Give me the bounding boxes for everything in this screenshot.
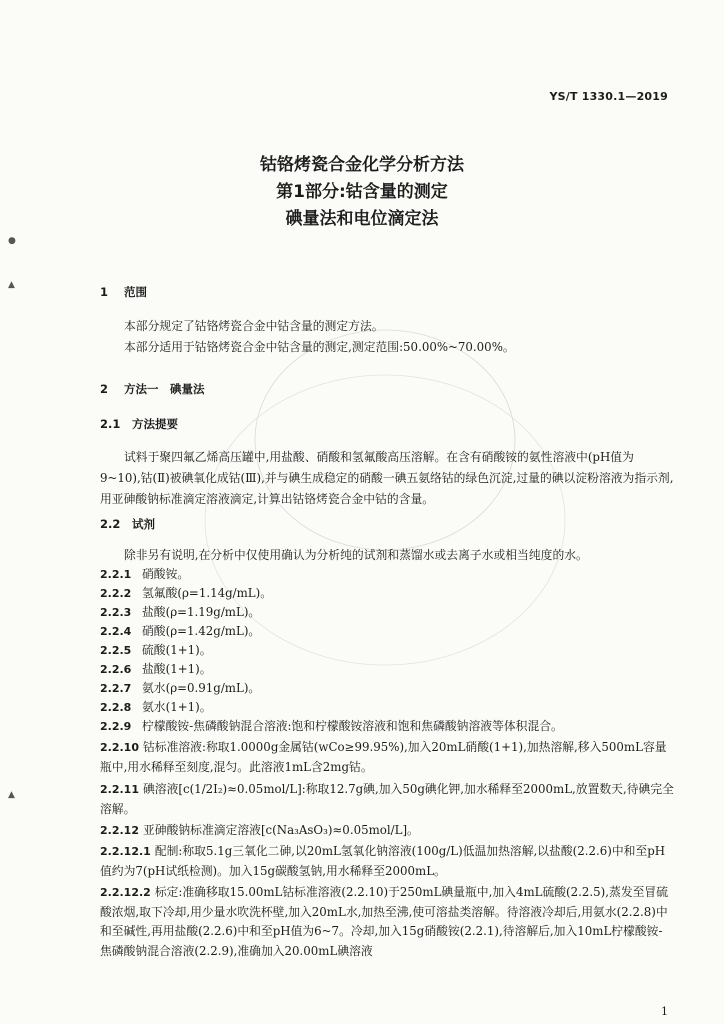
reagent-item: 2.2.12.1 配制:称取5.1g三氧化二砷,以20mL氢氧化钠溶液(100g/L)低温加热溶解,以盐酸(2.2.6)中和至pH值约为7(pH试纸检测)。加入15g碳酸氢钠,用水稀释至2000mL。 — [100, 844, 666, 878]
reagent-item: 2.2.5 硫酸(1+1)。 — [100, 643, 212, 657]
section-number: 2.1 — [100, 417, 121, 431]
reagent-item: 2.2.11 碘溶液[c(1/2I₂)≈0.05mol/L]:称取12.7g碘,加入50g碘化钾,加水稀释至2000mL,放置数天,待碘完全溶解。 — [100, 782, 674, 816]
section-title: 范围 — [124, 285, 147, 299]
reagent-item: 2.2.8 氨水(1+1)。 — [100, 700, 212, 714]
section-2-heading — [100, 381, 205, 397]
section-2-2-intro: 除非另有说明,在分析中仅使用确认为分析纯的试剂和蒸馏水或去离子水或相当纯度的水。 — [124, 548, 588, 562]
section-number: 2 — [100, 382, 109, 396]
reagent-item: 2.2.12 亚砷酸钠标准滴定溶液[c(Na₃AsO₃)≈0.05mol/L]。 — [100, 823, 419, 837]
reagent-item: 2.2.9 柠檬酸铵-焦磷酸钠混合溶液:饱和柠檬酸铵溶液和饱和焦磷酸钠溶液等体积混合。 — [100, 719, 563, 733]
doc-title-line-1: 钴铬烤瓷合金化学分析方法 — [260, 155, 464, 175]
reagent-item: 2.2.7 氨水(ρ=0.91g/mL)。 — [100, 681, 261, 695]
scan-mark: ● — [8, 236, 16, 246]
section-title: 方法提要 — [132, 417, 178, 431]
reagent-item: 2.2.12.2 标定:准确移取15.00mL钴标准溶液(2.2.10)于250mL碘量瓶中,加入4mL硫酸(2.2.5),蒸发至冒硫酸浓烟,取下冷却,用少量水吹洗杯壁,加入20mL水,加热至沸,使可溶盐类溶解。待溶液冷却后,用氨水(2.2.8)中和至碱性,再用盐酸(2.2.6)中和至pH值为6~7。冷却,加入15g硝酸铵(2.2.1),待溶解后,加入10mL柠檬酸铵-焦磷酸钠混合溶液(2.2.9),准确加入20.00mL碘溶液 — [100, 885, 669, 958]
standard-number: YS/T 1330.1—2019 — [549, 90, 668, 103]
section-2-2-heading — [100, 516, 155, 532]
doc-title-line-2: 第1部分:钴含量的测定 — [276, 182, 448, 202]
scan-mark: ▲ — [8, 280, 15, 290]
reagent-item: 2.2.3 盐酸(ρ=1.19g/mL)。 — [100, 605, 261, 619]
doc-title-line-3: 碘量法和电位滴定法 — [285, 209, 439, 229]
reagent-item: 2.2.4 硝酸(ρ=1.42g/mL)。 — [100, 624, 261, 638]
reagent-item: 2.2.6 盐酸(1+1)。 — [100, 662, 212, 676]
section-2-1-text: 试料于聚四氟乙烯高压罐中,用盐酸、硝酸和氢氟酸高压溶解。在含有硝酸铵的氨性溶液中(pH值为9~10),钴(Ⅱ)被碘氧化成钴(Ⅲ),并与碘生成稳定的硝酸一碘五氨络钴的绿色沉淀,过量的碘以淀粉溶液为指示剂,用亚砷酸钠标准滴定溶液滴定,计算出钴铬烤瓷合金中钴的含量。 — [100, 450, 674, 506]
section-title: 方法一 碘量法 — [124, 382, 205, 396]
reagent-item: 2.2.2 氢氟酸(ρ=1.14g/mL)。 — [100, 586, 273, 600]
section-number: 2.2 — [100, 517, 121, 531]
section-1-para-1: 本部分规定了钴铬烤瓷合金中钴含量的测定方法。 — [124, 319, 384, 333]
section-2-1-heading — [100, 416, 178, 432]
reagent-item: 2.2.1 硝酸铵。 — [100, 567, 190, 581]
page-number: 1 — [661, 1005, 668, 1018]
section-1-para-2: 本部分适用于钴铬烤瓷合金中钴含量的测定,测定范围:50.00%~70.00%。 — [124, 340, 515, 354]
section-1-heading — [100, 284, 147, 300]
scan-mark: ▲ — [8, 790, 15, 800]
section-number: 1 — [100, 285, 109, 299]
section-title: 试剂 — [132, 517, 155, 531]
reagent-item: 2.2.10 钴标准溶液:称取1.0000g金属钴(wCo≥99.95%),加入20mL硝酸(1+1),加热溶解,移入500mL容量瓶中,用水稀释至刻度,混匀。此溶液1mL含2mg钴。 — [100, 740, 667, 774]
